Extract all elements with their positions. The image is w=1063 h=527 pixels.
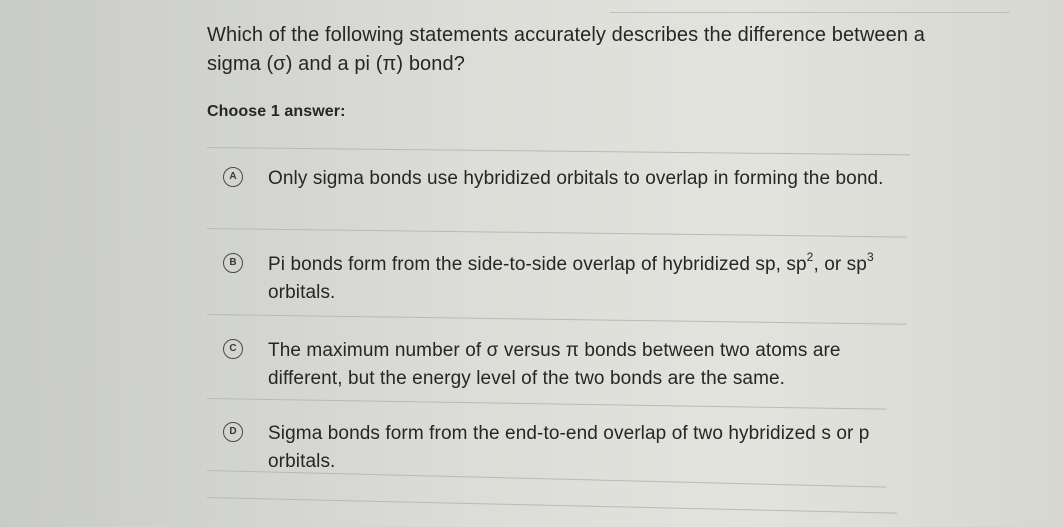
choose-label: Choose 1 answer: [207,103,346,120]
option-letter-badge-d: D [223,422,243,442]
superscript-2: 2 [806,249,814,264]
answer-option-c[interactable] [223,337,913,397]
answer-option-d[interactable] [223,420,913,480]
option-text-c: The maximum number of σ versus π bonds between two atoms are different, but the energy level of the two bonds are the same. [268,340,841,389]
divider [207,398,887,410]
divider [207,314,907,325]
option-b-text-part-1: Pi bonds form from the side-to-side overlap of hybridized sp, sp [268,254,807,275]
divider [207,228,907,238]
option-b-text-part-3: orbitals. [268,282,336,303]
option-text-d: Sigma bonds form from the end-to-end overlap of two hybridized s or p orbitals. [268,423,870,472]
option-letter-badge-b: B [223,253,243,273]
option-letter-badge-c: C [223,339,243,359]
answer-option-b[interactable] [223,251,913,311]
option-b-text-part-2: , or sp [813,254,867,275]
divider [207,497,897,514]
option-letter-badge-a: A [223,167,243,187]
top-divider [610,12,1010,13]
question-text: Which of the following statements accurately describes the difference between a sigma (σ) and a pi (π) bond? [207,24,925,75]
superscript-3: 3 [866,249,874,264]
answer-option-a[interactable] [223,165,913,225]
option-text-b [268,251,908,307]
divider [207,147,910,155]
option-text-a: Only sigma bonds use hybridized orbitals to overlap in forming the bond. [268,168,884,189]
